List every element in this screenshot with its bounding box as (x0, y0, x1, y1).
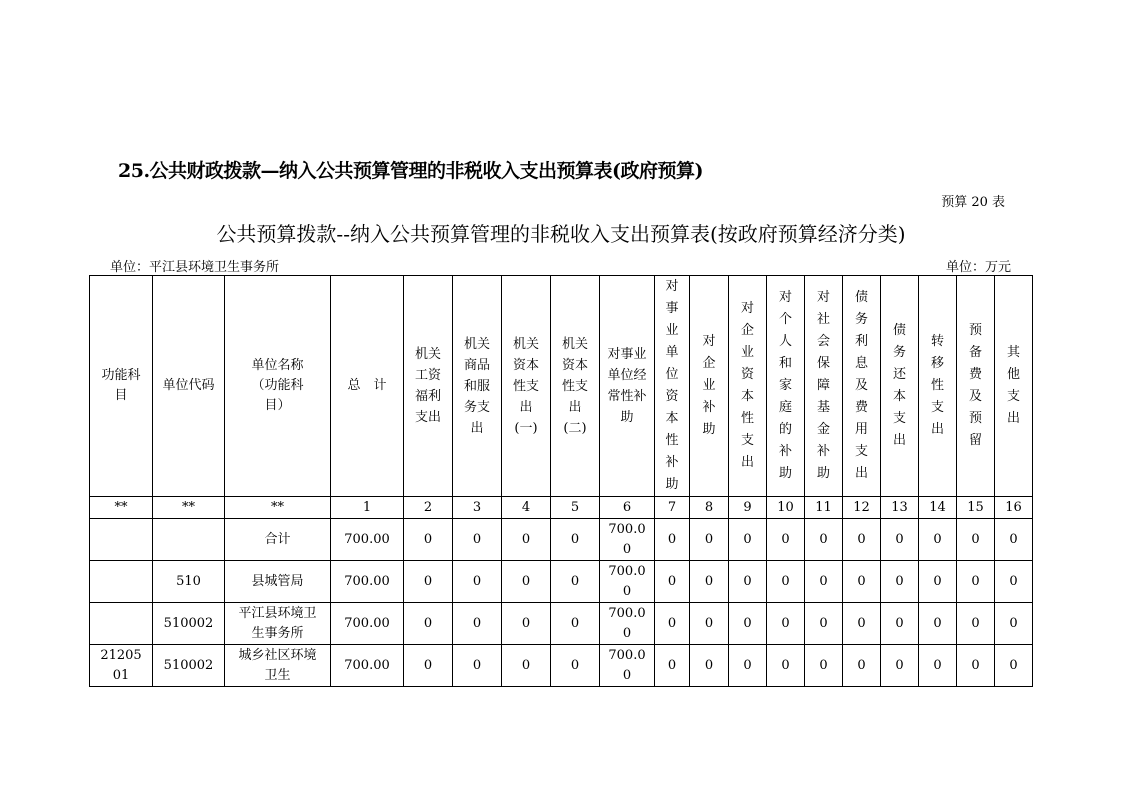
header-cell: 债务还本支出 (881, 276, 919, 497)
value-cell: 0 (729, 561, 767, 603)
value-cell: 0 (805, 603, 843, 645)
header-cell: 功能科目 (90, 276, 153, 497)
header-cell: 机关资本性支出(二) (551, 276, 600, 497)
index-cell: ** (153, 497, 225, 519)
budget-table (89, 275, 1033, 687)
value-cell: 700.00 (600, 603, 655, 645)
index-cell: 15 (957, 497, 995, 519)
page-title: 公共预算拨款--纳入公共预算管理的非税收入支出预算表(按政府预算经济分类) (216, 222, 906, 246)
value-cell: 0 (551, 519, 600, 561)
value-cell: 0 (919, 561, 957, 603)
value-cell: 0 (767, 645, 805, 687)
value-cell: 0 (502, 519, 551, 561)
value-cell: 0 (453, 561, 502, 603)
value-cell: 0 (690, 561, 729, 603)
index-cell: 3 (453, 497, 502, 519)
header-cell: 对事业单位经常性补助 (600, 276, 655, 497)
function-code-cell: 2120501 (90, 645, 153, 687)
index-cell: 7 (655, 497, 690, 519)
index-cell: 12 (843, 497, 881, 519)
function-code-cell (90, 561, 153, 603)
index-cell: 14 (919, 497, 957, 519)
total-cell: 700.00 (331, 519, 404, 561)
total-cell: 700.00 (331, 561, 404, 603)
unit-code-cell: 510002 (153, 603, 225, 645)
header-cell: 对事业单位资本性补助 (655, 276, 690, 497)
index-cell: 6 (600, 497, 655, 519)
table-row (90, 561, 1033, 603)
unit-code-cell (153, 519, 225, 561)
unit-name-cell: 县城管局 (225, 561, 331, 603)
value-cell: 700.00 (600, 519, 655, 561)
header-cell: 对社会保障基金补助 (805, 276, 843, 497)
header-cell: 转移性支出 (919, 276, 957, 497)
table-row (90, 519, 1033, 561)
section-title: 25.公共财政拨款—纳入公共预算管理的非税收入支出预算表(政府预算) (118, 160, 704, 182)
index-cell: 8 (690, 497, 729, 519)
index-cell: ** (225, 497, 331, 519)
value-cell: 0 (767, 561, 805, 603)
index-cell: 11 (805, 497, 843, 519)
value-cell: 0 (957, 561, 995, 603)
value-cell: 0 (767, 603, 805, 645)
header-cell: 单位代码 (153, 276, 225, 497)
header-cell: 其他支出 (995, 276, 1033, 497)
index-cell: 2 (404, 497, 453, 519)
value-cell: 0 (919, 645, 957, 687)
value-cell: 0 (453, 519, 502, 561)
value-cell: 0 (995, 519, 1033, 561)
header-cell: 总 计 (331, 276, 404, 497)
value-cell: 0 (551, 645, 600, 687)
header-cell: 单位名称（功能科目） (225, 276, 331, 497)
value-cell: 0 (957, 519, 995, 561)
header-cell: 机关资本性支出(一) (502, 276, 551, 497)
value-cell: 0 (881, 603, 919, 645)
value-cell: 0 (843, 519, 881, 561)
value-cell: 700.00 (600, 645, 655, 687)
table-row (90, 603, 1033, 645)
value-cell: 700.00 (600, 561, 655, 603)
value-cell: 0 (881, 561, 919, 603)
unit-currency: 单位：万元 (945, 260, 1011, 275)
value-cell: 0 (690, 645, 729, 687)
table-number: 预算 20 表 (941, 195, 1005, 210)
function-code-cell (90, 603, 153, 645)
unit-code-cell: 510002 (153, 645, 225, 687)
value-cell: 0 (551, 561, 600, 603)
unit-name-cell: 合计 (225, 519, 331, 561)
value-cell: 0 (655, 603, 690, 645)
header-cell: 对个人和家庭的补助 (767, 276, 805, 497)
value-cell: 0 (881, 519, 919, 561)
value-cell: 0 (767, 519, 805, 561)
value-cell: 0 (690, 603, 729, 645)
header-cell: 机关商品和服务支出 (453, 276, 502, 497)
table-row (90, 645, 1033, 687)
value-cell: 0 (843, 561, 881, 603)
total-cell: 700.00 (331, 645, 404, 687)
value-cell: 0 (881, 645, 919, 687)
index-cell: 4 (502, 497, 551, 519)
value-cell: 0 (502, 603, 551, 645)
value-cell: 0 (957, 603, 995, 645)
unit-code-cell: 510 (153, 561, 225, 603)
value-cell: 0 (655, 519, 690, 561)
header-cell: 预备费及预留 (957, 276, 995, 497)
value-cell: 0 (995, 645, 1033, 687)
header-cell: 债务利息及费用支出 (843, 276, 881, 497)
value-cell: 0 (805, 645, 843, 687)
value-cell: 0 (843, 603, 881, 645)
value-cell: 0 (957, 645, 995, 687)
value-cell: 0 (551, 603, 600, 645)
value-cell: 0 (805, 519, 843, 561)
value-cell: 0 (843, 645, 881, 687)
index-cell: 5 (551, 497, 600, 519)
index-cell: 10 (767, 497, 805, 519)
value-cell: 0 (805, 561, 843, 603)
index-cell: 16 (995, 497, 1033, 519)
index-cell: 1 (331, 497, 404, 519)
value-cell: 0 (655, 645, 690, 687)
index-cell: 9 (729, 497, 767, 519)
index-cell: ** (90, 497, 153, 519)
value-cell: 0 (690, 519, 729, 561)
index-row (90, 497, 1033, 519)
index-cell: 13 (881, 497, 919, 519)
value-cell: 0 (655, 561, 690, 603)
value-cell: 0 (453, 603, 502, 645)
header-cell: 机关工资福利支出 (404, 276, 453, 497)
value-cell: 0 (453, 645, 502, 687)
header-cell: 对企业资本性支出 (729, 276, 767, 497)
header-cell: 对企业补助 (690, 276, 729, 497)
value-cell: 0 (502, 561, 551, 603)
unit-name-cell: 平江县环境卫生事务所 (225, 603, 331, 645)
unit-organization: 单位：平江县环境卫生事务所 (110, 260, 280, 275)
value-cell: 0 (404, 561, 453, 603)
value-cell: 0 (502, 645, 551, 687)
value-cell: 0 (404, 645, 453, 687)
value-cell: 0 (919, 519, 957, 561)
value-cell: 0 (919, 603, 957, 645)
value-cell: 0 (729, 603, 767, 645)
unit-name-cell: 城乡社区环境卫生 (225, 645, 331, 687)
total-cell: 700.00 (331, 603, 404, 645)
table-header-row (90, 276, 1033, 497)
value-cell: 0 (995, 603, 1033, 645)
function-code-cell (90, 519, 153, 561)
value-cell: 0 (729, 519, 767, 561)
value-cell: 0 (995, 561, 1033, 603)
value-cell: 0 (729, 645, 767, 687)
value-cell: 0 (404, 603, 453, 645)
value-cell: 0 (404, 519, 453, 561)
